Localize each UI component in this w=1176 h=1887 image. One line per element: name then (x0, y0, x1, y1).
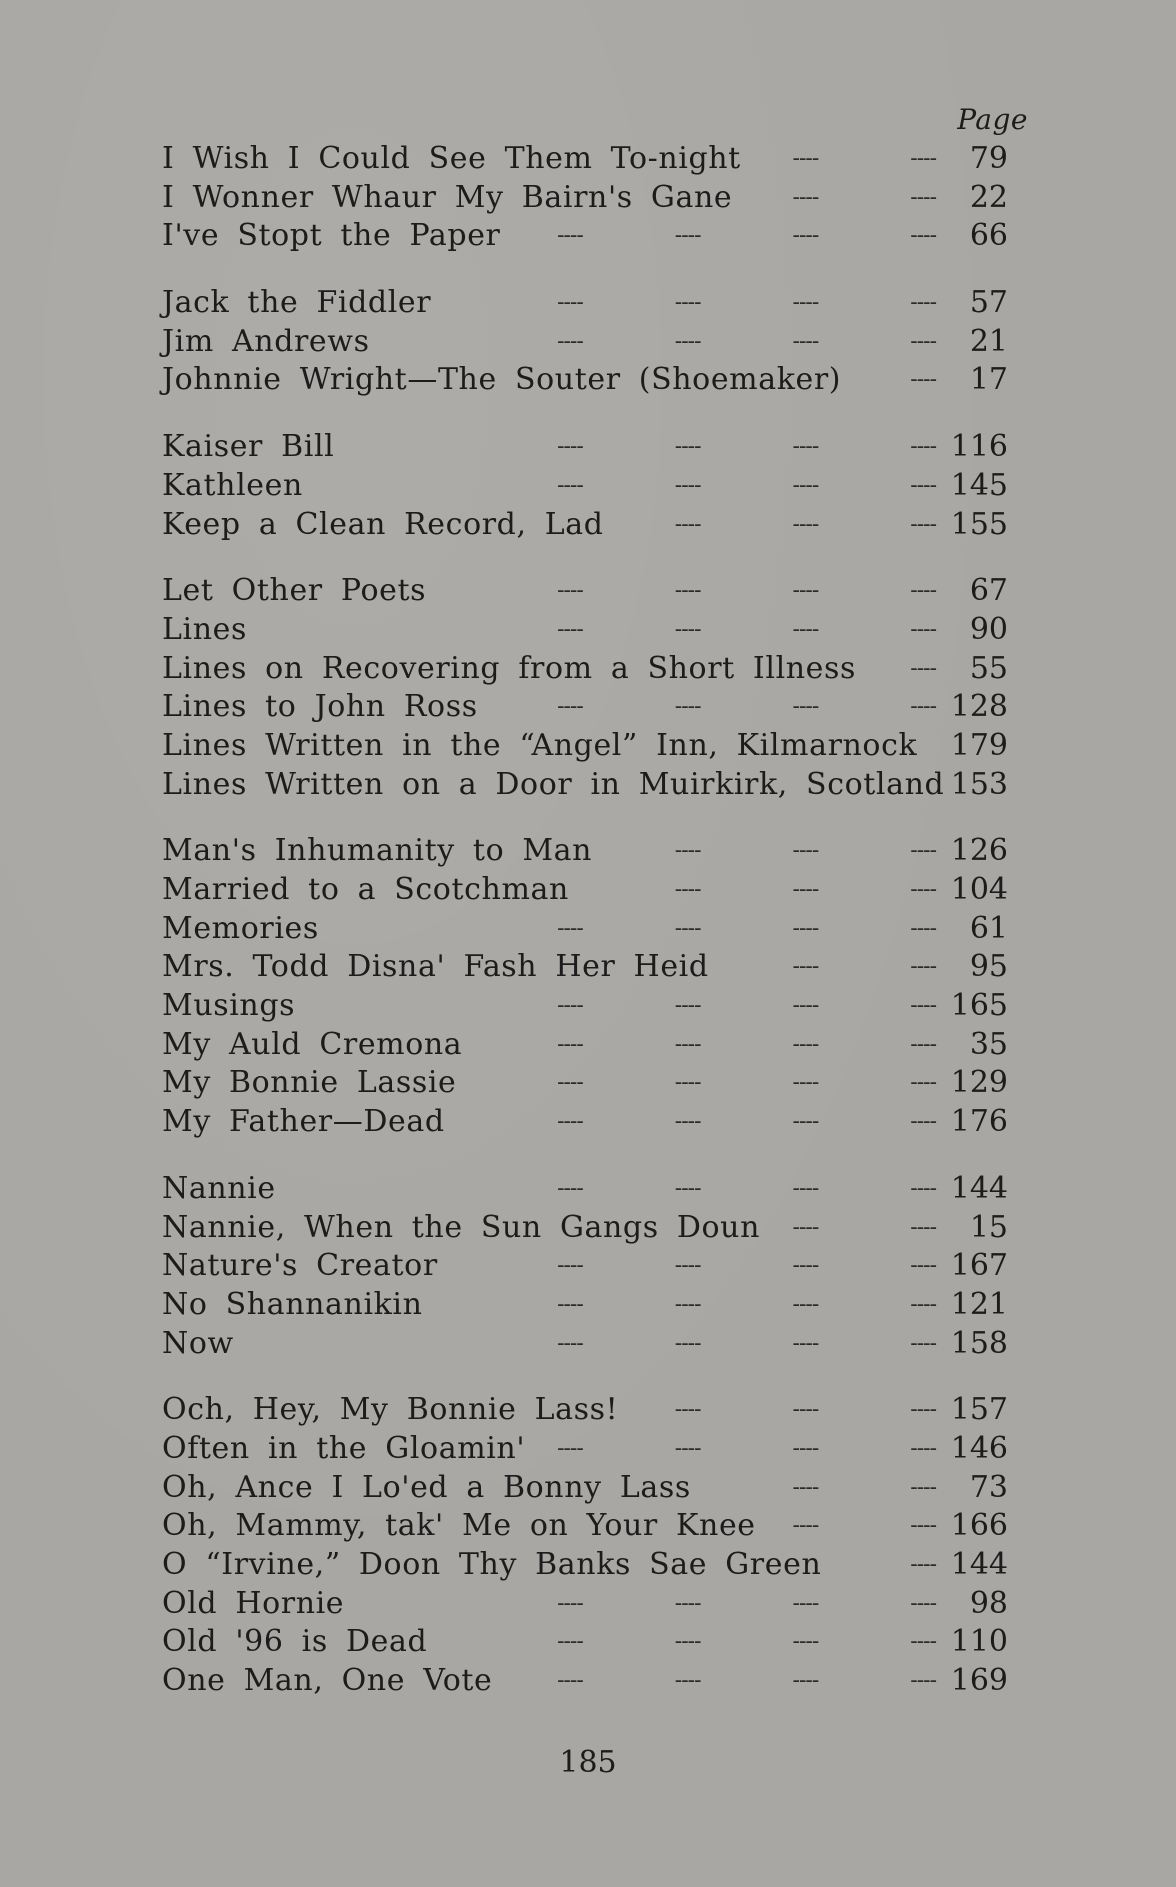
leader-dash: ---- (674, 1291, 701, 1317)
entry-title: Let Other Poets (162, 573, 427, 609)
leader-dash: ---- (910, 694, 936, 720)
entry-title: Musings (162, 988, 296, 1024)
dot-leader (520, 1286, 936, 1325)
toc-group (0, 140, 1176, 256)
entry-page-number: 67 (969, 573, 1008, 609)
leader-dash: ---- (792, 1668, 819, 1694)
toc-entry (0, 467, 1176, 506)
leader-dash: ---- (910, 1291, 936, 1317)
entry-page-number: 121 (950, 1286, 1008, 1322)
entry-title: Johnnie Wright—The Souter (Shoemaker) (162, 362, 842, 398)
toc-entry (0, 1064, 1176, 1103)
leader-dash: ---- (910, 1668, 936, 1694)
entry-title: O “Irvine,” Doon Thy Banks Sae Green (162, 1547, 822, 1582)
dot-leader (520, 467, 936, 506)
leader-dash: ---- (557, 290, 583, 316)
leader-dash: ---- (910, 1397, 936, 1423)
entry-title: No Shannanikin (162, 1286, 423, 1322)
toc-entry (0, 1585, 1176, 1624)
entry-page-number: 166 (950, 1508, 1008, 1544)
toc-entry (0, 1247, 1176, 1286)
leader-dash: ---- (674, 1629, 701, 1655)
toc-entry (0, 1430, 1176, 1469)
leader-dash: ---- (910, 472, 936, 498)
leader-dash: ---- (792, 838, 819, 864)
leader-dash: ---- (910, 367, 936, 393)
leader-dash: ---- (674, 1590, 701, 1616)
leader-dash: ---- (792, 1590, 819, 1616)
toc-group (0, 284, 1176, 400)
leader-dash: ---- (674, 1397, 701, 1423)
dot-leader (520, 1623, 936, 1662)
entry-page-number: 158 (950, 1325, 1008, 1361)
dot-leader (520, 1662, 936, 1701)
leader-dash: ---- (910, 616, 936, 642)
leader-dash: ---- (557, 1031, 583, 1057)
entry-page-number: 167 (950, 1248, 1008, 1284)
leader-dash: ---- (557, 223, 583, 249)
dot-leader (520, 611, 936, 650)
entry-page-number: 98 (969, 1585, 1008, 1621)
leader-dash: ---- (910, 434, 936, 460)
leader-dash: ---- (674, 838, 701, 864)
entry-page-number: 116 (950, 429, 1008, 465)
entry-page-number: 66 (969, 218, 1008, 254)
dot-leader (520, 871, 936, 910)
entry-title: Kaiser Bill (162, 429, 335, 465)
entry-page-number: 73 (969, 1469, 1008, 1505)
leader-dash: ---- (792, 954, 819, 980)
leader-dash: ---- (792, 472, 819, 498)
toc-entry (0, 910, 1176, 949)
leader-dash: ---- (910, 1330, 936, 1356)
leader-dash: ---- (792, 184, 819, 210)
toc-entry (0, 506, 1176, 545)
leader-dash: ---- (910, 511, 936, 537)
toc-entry (0, 727, 1176, 766)
entry-title: Lines Written on a Door in Muirkirk, Scotland (162, 766, 945, 802)
leader-dash: ---- (910, 184, 936, 210)
leader-dash: ---- (557, 1175, 583, 1201)
leader-dash: ---- (792, 578, 819, 604)
leader-dash: ---- (910, 1552, 936, 1577)
dot-leader (520, 179, 936, 218)
leader-dash: ---- (557, 1109, 583, 1135)
entry-title: My Auld Cremona (162, 1026, 463, 1062)
entry-title: Jack the Fiddler (162, 285, 432, 321)
leader-dash: ---- (792, 1214, 819, 1240)
dot-leader (520, 506, 936, 545)
toc-entry (0, 179, 1176, 218)
leader-dash: ---- (557, 1291, 583, 1317)
toc-entry (0, 361, 1176, 400)
toc-entry (0, 871, 1176, 910)
entry-page-number: 169 (950, 1663, 1008, 1699)
dot-leader (520, 1430, 936, 1469)
dot-leader (520, 1026, 936, 1065)
leader-dash: ---- (792, 1397, 819, 1423)
leader-dash: ---- (674, 1435, 701, 1461)
entry-page-number: 79 (969, 141, 1008, 176)
entry-title: Mrs. Todd Disna' Fash Her Heid (162, 949, 709, 985)
entry-title: Memories (162, 910, 319, 946)
dot-leader (520, 1170, 936, 1209)
leader-dash: ---- (910, 578, 936, 604)
leader-dash: ---- (910, 877, 936, 902)
entry-title: Lines Written in the “Angel” Inn, Kilmarnock (162, 727, 918, 763)
entry-title: My Bonnie Lassie (162, 1065, 457, 1101)
entry-title: Oh, Mammy, tak' Me on Your Knee (162, 1508, 756, 1544)
entry-page-number: 146 (950, 1430, 1008, 1466)
dot-leader (520, 361, 936, 400)
entry-page-number: 110 (950, 1624, 1008, 1660)
entry-page-number: 21 (969, 323, 1008, 359)
leader-dash: ---- (557, 472, 583, 498)
leader-dash: ---- (910, 993, 936, 1019)
entry-page-number: 15 (969, 1209, 1008, 1245)
leader-dash: ---- (792, 1175, 819, 1201)
leader-dash: ---- (910, 1513, 936, 1539)
leader-dash: ---- (910, 1253, 936, 1279)
toc-entry (0, 572, 1176, 611)
leader-dash: ---- (910, 1214, 936, 1240)
leader-dash: ---- (674, 877, 701, 902)
leader-dash: ---- (557, 1330, 583, 1356)
toc-entry (0, 1103, 1176, 1142)
leader-dash: ---- (557, 1668, 583, 1694)
toc-entry (0, 611, 1176, 650)
leader-dash: ---- (674, 915, 701, 941)
toc-entry (0, 1507, 1176, 1546)
leader-dash: ---- (792, 1070, 819, 1096)
leader-dash: ---- (910, 1435, 936, 1461)
leader-dash: ---- (792, 1031, 819, 1057)
toc-entry (0, 284, 1176, 323)
leader-dash: ---- (674, 1253, 701, 1279)
entry-title: Lines on Recovering from a Short Illness (162, 650, 857, 686)
entry-title: Jim Andrews (162, 323, 370, 359)
leader-dash: ---- (557, 1070, 583, 1096)
entry-page-number: 157 (950, 1392, 1008, 1428)
table-of-contents (0, 140, 1176, 1729)
leader-dash: ---- (674, 223, 701, 249)
dot-leader (520, 323, 936, 362)
dot-leader (520, 1546, 936, 1585)
leader-dash: ---- (674, 1175, 701, 1201)
entry-page-number: 165 (950, 988, 1008, 1024)
leader-dash: ---- (674, 472, 701, 498)
toc-entry (0, 948, 1176, 987)
toc-entry (0, 987, 1176, 1026)
dot-leader (520, 284, 936, 323)
leader-dash: ---- (557, 694, 583, 720)
entry-page-number: 144 (950, 1170, 1008, 1206)
leader-dash: ---- (557, 1629, 583, 1655)
leader-dash: ---- (792, 694, 819, 720)
entry-page-number: 153 (950, 766, 1008, 802)
entry-page-number: 104 (950, 872, 1008, 907)
entry-title: Married to a Scotchman (162, 872, 569, 907)
leader-dash: ---- (792, 616, 819, 642)
dot-leader (520, 987, 936, 1026)
dot-leader (520, 832, 936, 871)
leader-dash: ---- (792, 1629, 819, 1655)
leader-dash: ---- (674, 328, 701, 354)
leader-dash: ---- (557, 578, 583, 604)
toc-entry (0, 650, 1176, 689)
dot-leader (520, 727, 936, 766)
dot-leader (520, 910, 936, 949)
entry-title: My Father—Dead (162, 1104, 445, 1140)
leader-dash: ---- (557, 993, 583, 1019)
entry-title: Oh, Ance I Lo'ed a Bonny Lass (162, 1469, 691, 1505)
toc-entry (0, 1325, 1176, 1364)
leader-dash: ---- (910, 290, 936, 316)
leader-dash: ---- (674, 1109, 701, 1135)
dot-leader (520, 1469, 936, 1508)
leader-dash: ---- (557, 616, 583, 642)
leader-dash: ---- (792, 1291, 819, 1317)
leader-dash: ---- (910, 223, 936, 249)
dot-leader (520, 1325, 936, 1364)
entry-page-number: 22 (969, 179, 1008, 215)
leader-dash: ---- (910, 655, 936, 681)
toc-entry (0, 1286, 1176, 1325)
toc-group (0, 572, 1176, 804)
toc-entry (0, 323, 1176, 362)
page-number-footer: 185 (559, 1745, 617, 1780)
entry-page-number: 95 (969, 949, 1008, 985)
entry-page-number: 61 (969, 910, 1008, 946)
toc-entry (0, 1391, 1176, 1430)
entry-title: Old Hornie (162, 1585, 345, 1621)
leader-dash: ---- (910, 1590, 936, 1616)
toc-entry (0, 428, 1176, 467)
leader-dash: ---- (557, 915, 583, 941)
entry-title: Nannie, When the Sun Gangs Doun (162, 1209, 761, 1245)
entry-title: Lines (162, 611, 247, 647)
entry-title: I've Stopt the Paper (162, 218, 501, 254)
toc-entry (0, 1623, 1176, 1662)
leader-dash: ---- (792, 1330, 819, 1356)
leader-dash: ---- (792, 1513, 819, 1539)
entry-page-number: 35 (969, 1026, 1008, 1062)
leader-dash: ---- (792, 915, 819, 941)
entry-title: I Wonner Whaur My Bairn's Gane (162, 179, 733, 215)
leader-dash: ---- (557, 1435, 583, 1461)
leader-dash: ---- (674, 694, 701, 720)
leader-dash: ---- (792, 1474, 819, 1500)
leader-dash: ---- (674, 1668, 701, 1694)
leader-dash: ---- (792, 511, 819, 537)
dot-leader (520, 766, 936, 805)
entry-title: Kathleen (162, 467, 303, 503)
entry-title: Nannie (162, 1170, 276, 1206)
leader-dash: ---- (792, 328, 819, 354)
leader-dash: ---- (910, 328, 936, 354)
leader-dash: ---- (674, 578, 701, 604)
entry-title: Och, Hey, My Bonnie Lass! (162, 1392, 619, 1428)
dot-leader (520, 1585, 936, 1624)
leader-dash: ---- (910, 1070, 936, 1096)
leader-dash: ---- (910, 1109, 936, 1135)
leader-dash: ---- (674, 1070, 701, 1096)
leader-dash: ---- (910, 1474, 936, 1500)
leader-dash: ---- (792, 146, 819, 171)
leader-dash: ---- (792, 1253, 819, 1279)
toc-entry (0, 140, 1176, 179)
entry-page-number: 90 (969, 611, 1008, 647)
entry-title: Now (162, 1325, 234, 1361)
dot-leader (520, 1391, 936, 1430)
page-column-heading: Page (957, 103, 1028, 136)
entry-title: Man's Inhumanity to Man (162, 833, 593, 869)
dot-leader (520, 1103, 936, 1142)
toc-group (0, 832, 1176, 1142)
leader-dash: ---- (674, 1031, 701, 1057)
leader-dash: ---- (792, 434, 819, 460)
toc-entry (0, 1209, 1176, 1248)
leader-dash: ---- (792, 290, 819, 316)
entry-title: Old '96 is Dead (162, 1624, 428, 1660)
entry-page-number: 57 (969, 285, 1008, 321)
leader-dash: ---- (557, 328, 583, 354)
entry-page-number: 145 (950, 467, 1008, 503)
leader-dash: ---- (910, 915, 936, 941)
leader-dash: ---- (910, 1031, 936, 1057)
dot-leader (520, 1507, 936, 1546)
dot-leader (520, 688, 936, 727)
toc-entry (0, 1026, 1176, 1065)
entry-page-number: 129 (950, 1065, 1008, 1101)
dot-leader (520, 428, 936, 467)
toc-entry (0, 1469, 1176, 1508)
toc-entry (0, 688, 1176, 727)
toc-entry (0, 1662, 1176, 1701)
leader-dash: ---- (674, 434, 701, 460)
entry-title: Often in the Gloamin' (162, 1430, 526, 1466)
toc-entry (0, 766, 1176, 805)
leader-dash: ---- (792, 1435, 819, 1461)
dot-leader (520, 1064, 936, 1103)
leader-dash: ---- (910, 1629, 936, 1655)
leader-dash: ---- (792, 223, 819, 249)
entry-page-number: 126 (950, 833, 1008, 869)
entry-page-number: 55 (969, 650, 1008, 686)
entry-page-number: 176 (950, 1104, 1008, 1140)
leader-dash: ---- (557, 1253, 583, 1279)
toc-entry (0, 217, 1176, 256)
entry-title: One Man, One Vote (162, 1663, 493, 1699)
entry-page-number: 144 (950, 1547, 1008, 1582)
entry-page-number: 17 (969, 362, 1008, 398)
toc-group (0, 428, 1176, 544)
toc-group (0, 1170, 1176, 1363)
dot-leader (520, 1247, 936, 1286)
dot-leader (520, 650, 936, 689)
leader-dash: ---- (557, 434, 583, 460)
leader-dash: ---- (910, 954, 936, 980)
toc-group (0, 1391, 1176, 1701)
toc-entry (0, 832, 1176, 871)
leader-dash: ---- (674, 993, 701, 1019)
leader-dash: ---- (910, 838, 936, 864)
entry-page-number: 128 (950, 689, 1008, 725)
dot-leader (520, 140, 936, 179)
entry-title: Keep a Clean Record, Lad (162, 506, 604, 542)
leader-dash: ---- (910, 1175, 936, 1201)
leader-dash: ---- (674, 1330, 701, 1356)
entry-page-number: 179 (950, 727, 1008, 763)
leader-dash: ---- (557, 1590, 583, 1616)
leader-dash: ---- (910, 146, 936, 171)
leader-dash: ---- (792, 1109, 819, 1135)
leader-dash: ---- (674, 290, 701, 316)
leader-dash: ---- (792, 877, 819, 902)
entry-title: Nature's Creator (162, 1248, 438, 1284)
entry-title: I Wish I Could See Them To-night (162, 141, 741, 176)
entry-page-number: 155 (950, 506, 1008, 542)
dot-leader (520, 217, 936, 256)
dot-leader (520, 572, 936, 611)
leader-dash: ---- (674, 616, 701, 642)
dot-leader (520, 1209, 936, 1248)
toc-entry (0, 1170, 1176, 1209)
leader-dash: ---- (792, 993, 819, 1019)
toc-entry (0, 1546, 1176, 1585)
leader-dash: ---- (674, 511, 701, 537)
dot-leader (520, 948, 936, 987)
entry-title: Lines to John Ross (162, 689, 478, 725)
